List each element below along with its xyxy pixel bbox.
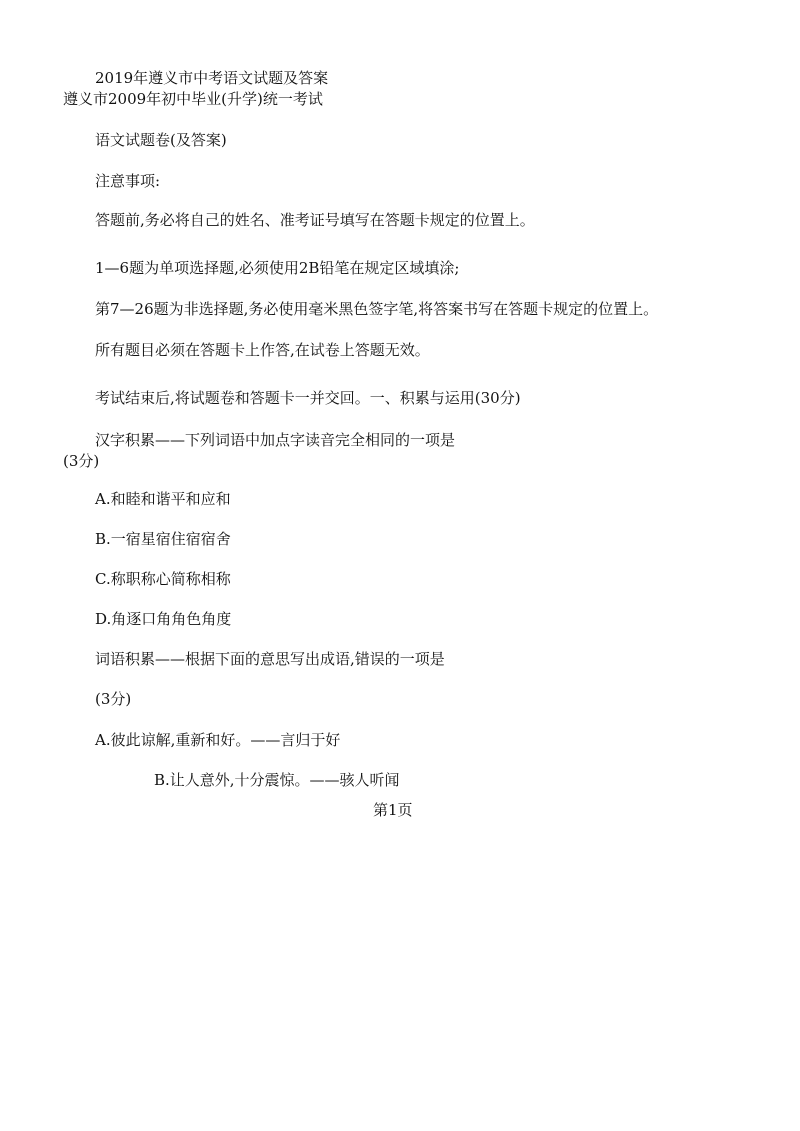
question-1-option-d: D.角逐口角角色角度: [95, 610, 232, 628]
question-2-option-a: A.彼此谅解,重新和好。——言归于好: [95, 731, 341, 749]
notice-heading: 注意事项:: [95, 172, 161, 190]
page-number: 第1页: [373, 801, 413, 819]
question-1-score: (3分): [63, 452, 100, 470]
question-2-stem: 词语积累——根据下面的意思写出成语,错误的一项是: [95, 650, 445, 668]
notice-item: 答题前,务必将自己的姓名、准考证号填写在答题卡规定的位置上。: [95, 211, 535, 229]
question-2-score: (3分): [95, 690, 132, 708]
notice-item: 所有题目必须在答题卡上作答,在试卷上答题无效。: [95, 341, 430, 359]
exam-name: 遵义市2009年初中毕业(升学)统一考试: [63, 90, 323, 108]
question-1-option-b: B.一宿星宿住宿宿舍: [95, 530, 231, 548]
notice-item: 第7—26题为非选择题,务必使用毫米黑色签字笔,将答案书写在答题卡规定的位置上。: [95, 300, 659, 318]
question-2-option-b: B.让人意外,十分震惊。——骇人听闻: [154, 771, 400, 789]
question-1-option-c: C.称职称心简称相称: [95, 570, 231, 588]
document-title: 2019年遵义市中考语文试题及答案: [95, 69, 329, 87]
notice-item: 1—6题为单项选择题,必须使用2B铅笔在规定区域填涂;: [95, 259, 460, 277]
question-1-option-a: A.和睦和谐平和应和: [95, 490, 231, 508]
paper-name: 语文试题卷(及答案): [95, 131, 227, 149]
question-1-stem: 汉字积累——下列词语中加点字读音完全相同的一项是: [95, 431, 456, 449]
notice-item: 考试结束后,将试题卷和答题卡一并交回。一、积累与运用(30分): [95, 389, 521, 407]
